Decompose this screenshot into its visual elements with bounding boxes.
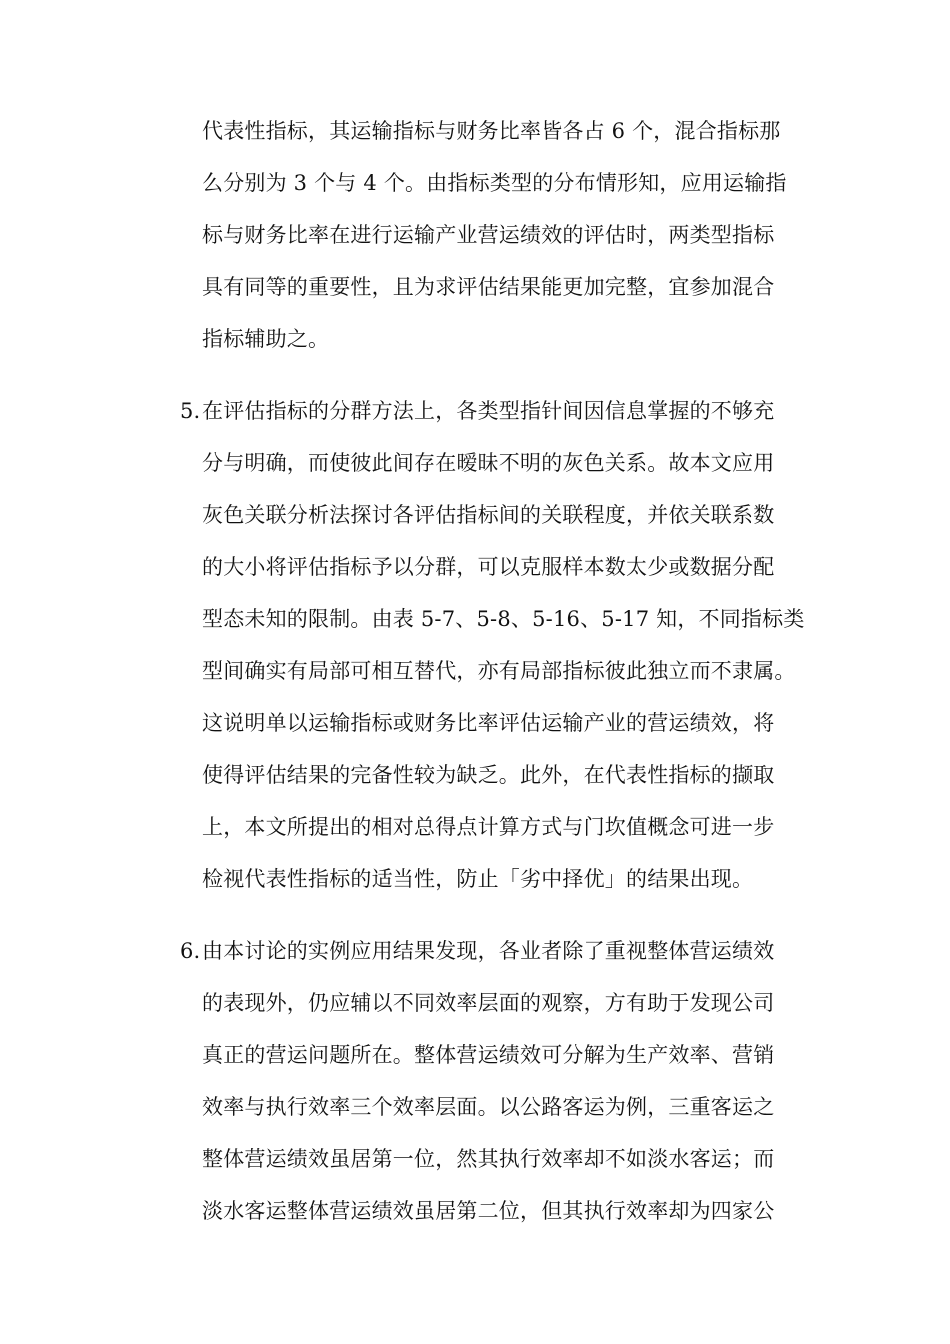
list-item-line: 上，本文所提出的相对总得点计算方式与门坎值概念可进一步 — [202, 815, 775, 839]
list-item-number: 5. — [180, 399, 201, 423]
list-item-line: 效率与执行效率三个效率层面。以公路客运为例，三重客运之 — [202, 1095, 775, 1119]
list-item-line: 的大小将评估指标予以分群，可以克服样本数太少或数据分配 — [202, 555, 775, 579]
paragraph-line: 标与财务比率在进行运输产业营运绩效的评估时，两类型指标 — [202, 223, 775, 247]
list-item-line: 检视代表性指标的适当性，防止「劣中择优」的结果出现。 — [202, 867, 754, 891]
paragraph-line: 么分别为 3 个与 4 个。由指标类型的分布情形知，应用运输指 — [202, 171, 787, 195]
list-item-line: 型间确实有局部可相互替代，亦有局部指标彼此独立而不隶属。 — [202, 659, 796, 683]
list-item-line: 在评估指标的分群方法上，各类型指针间因信息掌握的不够充 — [202, 399, 775, 423]
list-item-line: 淡水客运整体营运绩效虽居第二位，但其执行效率却为四家公 — [202, 1199, 775, 1223]
list-item-line: 分与明确，而使彼此间存在暧昧不明的灰色关系。故本文应用 — [202, 451, 775, 475]
paragraph-line: 指标辅助之。 — [202, 327, 330, 351]
list-item-line: 型态未知的限制。由表 5-7、5-8、5-16、5-17 知，不同指标类 — [202, 607, 805, 631]
list-item-line: 的表现外，仍应辅以不同效率层面的观察，方有助于发现公司 — [202, 991, 775, 1015]
list-item-number: 6. — [180, 939, 201, 963]
paragraph-line: 具有同等的重要性，且为求评估结果能更加完整，宜参加混合 — [202, 275, 775, 299]
paragraph-line: 代表性指标，其运输指标与财务比率皆各占 6 个，混合指标那 — [202, 119, 781, 143]
list-item-line: 灰色关联分析法探讨各评估指标间的关联程度，并依关联系数 — [202, 503, 775, 527]
list-item-line: 真正的营运问题所在。整体营运绩效可分解为生产效率、营销 — [202, 1043, 775, 1067]
list-item-line: 使得评估结果的完备性较为缺乏。此外，在代表性指标的撷取 — [202, 763, 775, 787]
list-item-line: 由本讨论的实例应用结果发现，各业者除了重视整体营运绩效 — [202, 939, 775, 963]
list-item-line: 这说明单以运输指标或财务比率评估运输产业的营运绩效，将 — [202, 711, 775, 735]
list-item-line: 整体营运绩效虽居第一位，然其执行效率却不如淡水客运；而 — [202, 1147, 775, 1171]
